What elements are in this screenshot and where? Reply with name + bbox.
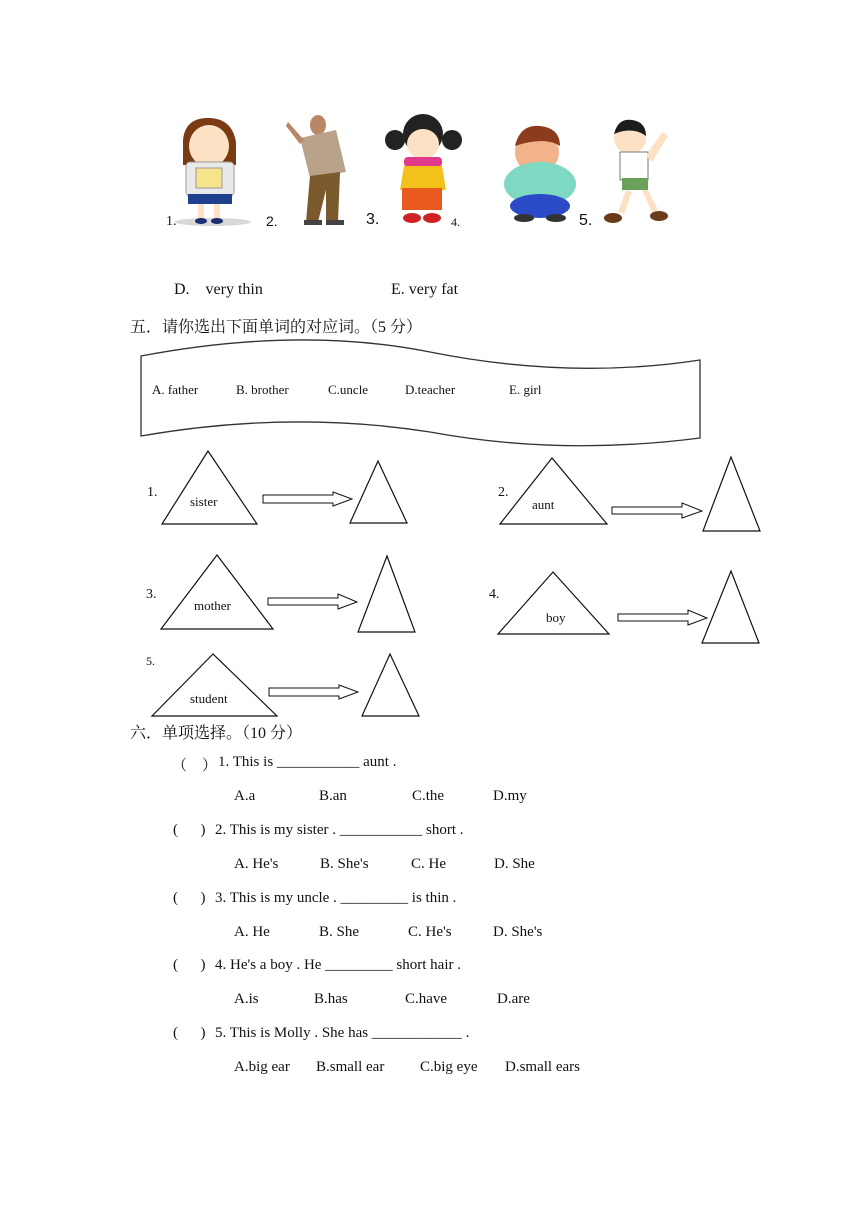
q4-option-d[interactable]: D.are	[497, 991, 530, 1007]
arrow-5	[269, 685, 358, 699]
triangle-mother	[161, 555, 273, 629]
q3-option-a[interactable]: A. He	[234, 924, 270, 940]
match-num-2: 2.	[498, 485, 509, 500]
q1-stem: 1. This is ___________ aunt .	[218, 754, 397, 770]
q1-answer-paren[interactable]: （ ）	[172, 758, 218, 774]
q4-stem: 4. He's a boy . He _________ short hair .	[215, 957, 461, 973]
answer-triangle-2	[703, 457, 760, 531]
q2-answer-paren[interactable]: ( )	[173, 822, 206, 838]
q3-option-d[interactable]: D. She's	[493, 924, 543, 940]
q5-option-a[interactable]: A.big ear	[234, 1059, 290, 1075]
q1-option-a[interactable]: A.a	[234, 788, 256, 804]
answer-triangle-3	[358, 556, 415, 632]
arrow-3	[268, 594, 357, 609]
word-bank-a: A. father	[152, 382, 199, 397]
answer-triangle-4	[702, 571, 759, 643]
q4-option-b[interactable]: B.has	[314, 991, 348, 1007]
q3-option-c[interactable]: C. He's	[408, 924, 452, 940]
arrow-2	[612, 503, 702, 518]
word-bank-c: C.uncle	[328, 382, 369, 397]
q3-option-b[interactable]: B. She	[319, 924, 360, 940]
q5-answer-paren[interactable]: ( )	[173, 1025, 206, 1041]
match-word-mother: mother	[194, 598, 231, 613]
q3-stem: 3. This is my uncle . _________ is thin .	[215, 890, 457, 906]
word-bank-e: E. girl	[509, 382, 542, 397]
match-num-4: 4.	[489, 587, 500, 602]
triangle-sister	[162, 451, 257, 524]
q1-option-d[interactable]: D.my	[493, 788, 527, 804]
picture-label-2: 2.	[266, 213, 278, 229]
q4-option-c[interactable]: C.have	[405, 991, 448, 1007]
triangle-aunt	[500, 458, 607, 524]
option-d: D. very thin	[174, 281, 263, 298]
q5-option-b[interactable]: B.small ear	[316, 1059, 385, 1075]
answer-triangle-1	[350, 461, 407, 523]
q1-option-b[interactable]: B.an	[319, 788, 347, 804]
arrow-1	[263, 492, 352, 506]
word-bank-d: D.teacher	[405, 382, 456, 397]
picture-label-3: 3.	[366, 211, 380, 228]
picture-label-5: 5.	[579, 212, 593, 229]
word-bank-b: B. brother	[236, 382, 289, 397]
match-num-5: 5.	[146, 654, 155, 668]
q5-stem: 5. This is Molly . She has ____________ .	[215, 1025, 470, 1041]
arrow-4	[618, 610, 707, 625]
q4-option-a[interactable]: A.is	[234, 991, 259, 1007]
picture-label-4: 4.	[451, 215, 460, 229]
match-word-student: student	[190, 691, 228, 706]
answer-triangle-5	[362, 654, 419, 716]
match-num-3: 3.	[146, 587, 157, 602]
q2-option-b[interactable]: B. She's	[320, 856, 369, 872]
q2-option-d[interactable]: D. She	[494, 856, 535, 872]
match-word-aunt: aunt	[532, 497, 555, 512]
section5-heading: 五．请你选出下面单词的对应词。（5 分）	[130, 319, 423, 336]
q5-option-c[interactable]: C.big eye	[420, 1059, 478, 1075]
match-num-1: 1.	[147, 485, 158, 500]
q5-option-d[interactable]: D.small ears	[505, 1059, 580, 1075]
q3-answer-paren[interactable]: ( )	[173, 890, 206, 906]
q4-answer-paren[interactable]: ( )	[173, 957, 206, 973]
match-word-sister: sister	[190, 494, 218, 509]
q2-option-a[interactable]: A. He's	[234, 856, 279, 872]
match-word-boy: boy	[546, 610, 566, 625]
section6-heading: 六．单项选择。（10 分）	[130, 725, 303, 742]
q2-option-c[interactable]: C. He	[411, 856, 446, 872]
option-e: E. very fat	[391, 281, 459, 298]
q2-stem: 2. This is my sister . ___________ short .	[215, 822, 464, 838]
q1-option-c[interactable]: C.the	[412, 788, 445, 804]
picture-label-1: 1.	[166, 214, 177, 229]
